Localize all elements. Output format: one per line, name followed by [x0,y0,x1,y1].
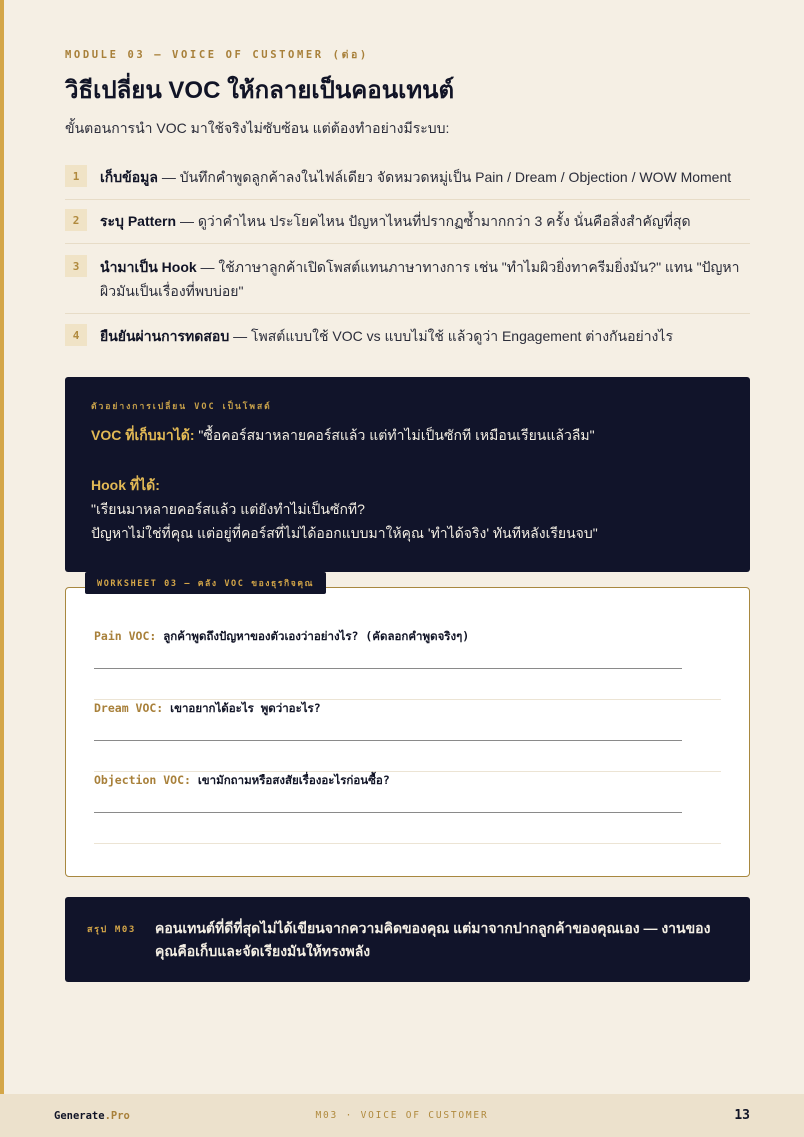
worksheet-question [94,628,721,646]
worksheet-label: Pain VOC: [94,629,157,643]
brand-main: Generate [54,1109,105,1122]
summary-label: สรุป M03 [87,925,136,935]
page-footer [0,1094,804,1137]
worksheet-prompt: เขามักถามหรือสงสัยเรื่องอะไรก่อนซื้อ? [190,773,390,787]
intro-text: ขั้นตอนการนำ VOC มาใช้จริงไม่ซับซ้อน แต่ต้องทำอย่างมีระบบ: [65,120,450,136]
worksheet-tab: WORKSHEET 03 — คลัง VOC ของธุรกิจคุณ [85,572,326,594]
step-description: — โพสต์แบบใช้ VOC vs แบบไม่ใช้ แล้วดูว่า Engagement ต่างกันอย่างไร [229,328,673,344]
steps-list [65,156,750,358]
module-eyebrow: MODULE 03 — VOICE OF CUSTOMER (ต่อ) [65,49,369,61]
step-description: — ดูว่าคำไหน ประโยคไหน ปัญหาไหนที่ปรากฏซ้ำมากกว่า 3 ครั้ง นั่นคือสิ่งสำคัญที่สุด [176,213,691,229]
worksheet-label: Dream VOC: [94,701,164,715]
worksheet-question [94,772,721,790]
footer-section: M03 · VOICE OF CUSTOMER [315,1110,489,1121]
brand-accent: .Pro [104,1109,130,1122]
hook-line-2: ปัญหาไม่ใช่ที่คุณ แต่อยู่ที่คอร์สที่ไม่ได้ออกแบบมาให้คุณ 'ทำได้จริง' ทันทีหลังเรียนจบ" [91,525,598,541]
worksheet-box [65,587,750,877]
list-item [65,244,750,314]
step-title: ระบุ Pattern [100,213,177,229]
worksheet-question [94,700,721,718]
answer-line[interactable] [94,812,682,813]
step-title: เก็บข้อมูล [100,169,158,185]
worksheet-item [94,628,721,700]
step-number: 3 [65,255,87,277]
summary-box [65,897,750,982]
step-description: — ใช้ภาษาลูกค้าเปิดโพสต์แทนภาษาทางการ เช่น "ทำไมผิวยิ่งทาครีมยิ่งมัน?" แทน "ปัญหาผิวมันเป็นเรื่องที่พบบ่อย" [100,259,740,299]
example-label: ตัวอย่างการเปลี่ยน VOC เป็นโพสต์ [91,402,272,412]
list-item [65,200,750,244]
step-number: 2 [65,209,87,231]
step-text [100,255,750,303]
list-item [65,314,750,358]
worksheet-item [94,700,721,772]
worksheet-prompt: เขาอยากได้อะไร พูดว่าอะไร? [163,701,321,715]
page-title: วิธีเปลี่ยน VOC ให้กลายเป็นคอนเทนต์ [65,77,455,104]
brand-logo [54,1110,286,1122]
list-item [65,156,750,200]
voc-label: VOC ที่เก็บมาได้: [91,427,195,443]
voc-text: "ซื้อคอร์สมาหลายคอร์สแล้ว แต่ทำไม่เป็นซักที เหมือนเรียนแล้วลืม" [194,427,595,443]
hook-line-1: "เรียนมาหลายคอร์สแล้ว แต่ยังทำไม่เป็นซักที? [91,501,365,517]
page-number: 13 [734,1108,750,1123]
step-title: ยืนยันผ่านการทดสอบ [100,328,230,344]
step-text [100,324,750,348]
example-box [65,377,750,572]
answer-line[interactable] [94,668,682,669]
step-description: — บันทึกคำพูดลูกค้าลงในไฟล์เดียว จัดหมวดหมู่เป็น Pain / Dream / Objection / WOW Moment [157,169,732,185]
worksheet-item [94,772,721,844]
accent-stripe [0,0,4,1094]
summary-text: คอนเทนต์ที่ดีที่สุดไม่ได้เขียนจากความคิดของคุณ แต่มาจากปากลูกค้าของคุณเอง — งานของคุณคือเก็บและจัดเรียงมันให้ทรงพลัง [155,920,711,959]
answer-line[interactable] [94,740,682,741]
step-number: 4 [65,324,87,346]
step-text [100,165,750,189]
step-text [100,209,750,233]
voc-quote [91,423,724,447]
worksheet-label: Objection VOC: [94,773,191,787]
step-title: นำมาเป็น Hook [100,259,197,275]
hook-label: Hook ที่ได้: [91,477,160,493]
step-number: 1 [65,165,87,187]
worksheet-prompt: ลูกค้าพูดถึงปัญหาของตัวเองว่าอย่างไร? (คัดลอกคำพูดจริงๆ) [156,629,470,643]
